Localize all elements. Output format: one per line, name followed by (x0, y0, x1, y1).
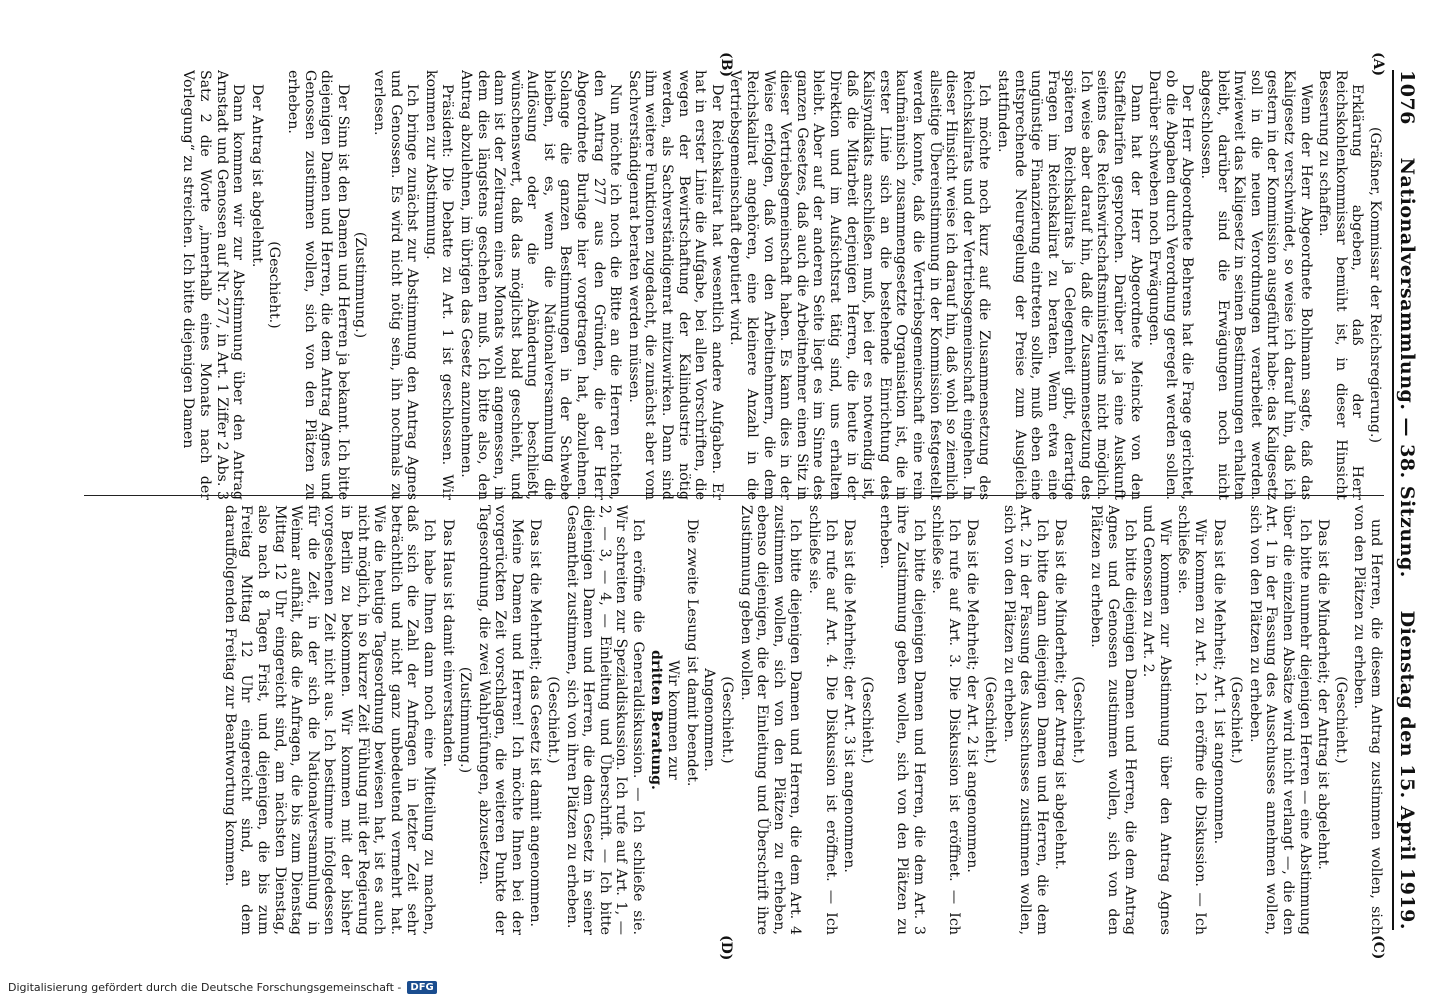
margin-mark-a: (A) (1370, 52, 1386, 77)
paragraph: Wenn der Herr Abgeordnete Bohlmann sagte, daß das Kaligesetz verschwindet, so weise ich darauf hin, daß ich gestern in der Kommission ausgeführt habe: das Kaligesetz soll in die neuen Verordnungen verarbeitet werden. Inwieweit das Kaligesetz in seinen Bestimmungen erhalten bleibt, darüber sind die Erwägungen noch nicht abgeschlossen. (1198, 70, 1314, 500)
paragraph: Der Antrag ist abgelehnt. (248, 84, 265, 268)
paragraph: Die zweite Lesung ist damit beendet. (683, 519, 700, 787)
paragraph: und Herren, die diesem Antrag zustimmen wollen, sich von den Plätzen zu erheben. (1351, 505, 1384, 935)
paragraph: Ich bringe zunächst zur Abstimmung den Antrag Agnes und Genossen. Es wird nicht nötig sein, ihn nochmals zu verlesen. (370, 70, 421, 500)
right-column (64, 505, 1384, 935)
paragraph: Das ist die Mehrheit; der Art. 3 ist angenommen. (841, 519, 858, 873)
paragraph: Das ist die Minderheit; der Antrag ist abgelehnt. (1315, 519, 1332, 870)
paragraph: Das ist die Minderheit; der Antrag ist abgelehnt. (1052, 519, 1069, 870)
paragraph: Ich bitte diejenigen Damen und Herren, die dem Antrag Agnes und Genossen zustimmen wollen, sich von den Plätzen zu erheben. (1088, 505, 1138, 935)
paragraph: Wir kommen zur Abstimmung über den Antrag Agnes und Genossen zu Art. 2. (1140, 505, 1173, 935)
paragraph: (Geschieht.) (1069, 676, 1086, 764)
paragraph: Der Reichskalirat hat wesentlich andere Aufgaben. Er hat in erster Linie die Aufgabe, bei allen Vorschriften, die wegen der Bewirtschaftung der Kaliindustrie nötig werden, als Sachverständigenrat mitzuwirken. Dann sind ihm weitere Funktionen zugedacht, die zunächst aber vom Sachverständigenrat beraten werden müssen. (625, 70, 725, 500)
header-rule (1392, 70, 1394, 930)
paragraph: Wir kommen zu Art. 2. Ich eröffne die Diskussion. — Ich schließe sie. (1175, 505, 1209, 935)
paragraph: Wir kommen zur (665, 660, 682, 780)
paragraph: Präsident: Die Debatte zu Art. 1 ist geschlossen. Wir kommen zur Abstimmung. (422, 70, 456, 500)
paragraph: Dann kommen wir zur Abstimmung über den Antrag Arnstadt und Genossen auf Nr. 277, in Art. 1 Ziffer 2 Abs. 3 Satz 2 die Worte „innerhalb eines Monats nach der Vorlegung“ zu streichen. Ich bitte diejenigen Damen (180, 70, 247, 500)
paragraph: (Geschieht.) (545, 676, 562, 764)
paragraph: (Geschieht.) (1228, 676, 1245, 764)
dfg-logo-icon: DFG (407, 981, 436, 994)
paragraph: Dann hat der Herr Abgeordnete Meincke von den Staffeltarifen gesprochen. Darüber ist ja eine Auskunft seitens des Reichswirtschaftsministeriums nicht möglich. Ich weise aber darauf hin, daß die Zusammensetzung des späteren Reichskalirats ja Gelegenheit gibt, derartige Fragen im Reichskalirat zu beraten. Wenn etwa eine ungünstige Finanzierung eintreten sollte, muß eben eine entsprechende Neuregelung der Preise zum Ausgleich stattfinden. (994, 70, 1144, 500)
paragraph: Erklärung abgeben, daß der Herr Reichskohlenkommissar bemüht ist, in dieser Hinsicht Besserung zu schaffen. (1316, 70, 1366, 500)
paragraph: Ich möchte noch kurz auf die Zusammensetzung des Reichskalirats und der Vertriebsgemeinschaft eingehen. In dieser Hinsicht weise ich darauf hin, daß wohl so ziemlich allseitige Übereinstimmung in der Kommission festgestellt werden konnte, daß die Vertriebsgemeinschaft eine rein kaufmännisch zusammengesetzte Organisation ist, die in erster Linie sich an die bestehende Einrichtung des Kalisyndikats anschließen muß, bei der es notwendig ist, daß die Mitarbeit derjenigen Herren, die heute in der Direktion und im Aufsichtsrat tätig sind, uns erhalten bleibt. Aber auf der anderen Seite liegt es im Sinne des ganzen Gesetzes, daß auch die Arbeitnehmer einen Sitz in dieser Vertriebsgemeinschaft haben. Es kann dies in der Weise erfolgen, daß von den Arbeitnehmern, die dem Reichskalirat angehören, eine kleinere Anzahl in die Vertriebsgemeinschaft deputiert wird. (727, 70, 993, 500)
paragraph: Ich eröffne die Generaldiskussion. — Ich schließe sie. Wir schreiten zur Spezialdiskussion. Ich rufe auf Art. 1, — 2, — 3, — 4, — Einleitung und Überschrift. — Ich bitte diejenigen Damen und Herren, die dem Gesetz in seiner Gesamtheit zustimmen, sich von ihren Plätzen zu erheben. (563, 505, 647, 935)
margin-mark-b: (B) (718, 52, 734, 78)
paragraph: Nun möchte ich noch die Bitte an die Herren richten, den Antrag 277 aus den Gründen, die der Herr Abgeordnete Burlage hier vorgetragen hat, abzulehnen. Solange die ganzen Bestimmungen in der Schwebe bleiben, ist es, wenn die Nationalversammlung die Auflösung oder die Abänderung beschließt, wünschenswert, daß das möglichst bald geschieht, und dann ist der Zeitraum eines Monats wohl angemessen, in dem dies längstens geschehen muß. Ich bitte also, den Antrag abzulehnen, im übrigen das Gesetz anzunehmen. (457, 70, 624, 500)
paragraph: (Geschieht.) (981, 676, 998, 764)
paragraph: (Zustimmung.) (457, 666, 474, 774)
paragraph: Das ist die Mehrheit; das Gesetz ist damit angenommen. (527, 519, 544, 927)
paragraph: Ich habe Ihnen dann noch eine Mitteilung zu machen, daß sich die Zahl der Anfragen in letzter Zeit sehr beträchtlich und nicht ganz unbedeutend vermehrt hat. Wie die heutige Tagesordnung bewiesen hat, ist es auch nicht möglich, in so kurzer Zeit Fühlung mit der Regierung in Berlin zu bekommen. Wir kommen mit der bisher vorgesehenen Zeit nicht aus. Ich bestimme infolgedessen für die Zeit, in der sich die Nationalversammlung in Weimar aufhält, daß die Anfragen, die bis zum Dienstag Mittag 12 Uhr eingereicht sind, am nächsten Dienstag, also nach 8 Tagen Frist, und diejenigen, die bis zum Freitag Mittag 12 Uhr eingereicht sind, an dem darauffolgenden Freitag zur Beantwortung kommen. (221, 505, 437, 935)
paragraph: (Geschieht.) (1332, 676, 1349, 764)
paragraph: (Gräßner, Kommissar der Reichsregierung.) (1367, 126, 1383, 443)
paragraph: Ich bitte diejenigen Damen und Herren, die dem Art. 3 ihre Zustimmung geben wollen, sich von den Plätzen zu erheben. (877, 505, 927, 935)
left-column (64, 70, 1384, 500)
paragraph: Ich rufe auf Art. 4. Die Diskussion ist eröffnet. — Ich schließe sie. (806, 505, 839, 935)
paragraph: Angenommen. (701, 668, 718, 772)
margin-mark-d: (D) (718, 935, 734, 961)
footer (8, 981, 437, 994)
page-title: Nationalversammlung. — 38. Sitzung. (1396, 157, 1418, 578)
page-header (1392, 70, 1422, 930)
paragraph: Ich rufe auf Art. 3. Die Diskussion ist eröffnet. — Ich schließe sie. (929, 505, 962, 935)
paragraph: (Geschieht.) (266, 241, 283, 329)
margin-mark-c: (C) (1370, 935, 1386, 960)
column-divider (84, 495, 1384, 496)
paragraph: Das Haus ist damit einverstanden. (439, 519, 456, 768)
paragraph: Ich bitte nunmehr diejenigen Herren — eine Abstimmung über die einzelnen Absätze wird nicht verlangt —, die den Art. 1 in der Fassung des Ausschusses annehmen wollen, sich von den Plätzen zu erheben. (1246, 505, 1313, 935)
paragraph: Ich bitte diejenigen Damen und Herren, die dem Art. 4 zustimmen wollen, sich von den Plätzen zu erheben, ebenso diejenigen, die der Einleitung und Überschrift ihre Zustimmung geben wollen. (737, 505, 804, 935)
paragraph: Der Herr Abgeordnete Behrens hat die Frage gerichtet, ob die Abgaben durch Verordnung geregelt werden sollen. Darüber schweben noch Erwägungen. (1146, 70, 1196, 500)
paragraph: Meine Damen und Herren! Ich möchte Ihnen bei der vorgerückten Zeit vorschlagen, die weiteren Punkte der Tagesordnung, die zwei Wahlprüfungen, abzusetzen. (475, 505, 525, 935)
paragraph: (Geschieht.) (858, 676, 875, 764)
page-date: Dienstag den 15. April 1919. (1396, 610, 1418, 930)
footer-text: Digitalisierung gefördert durch die Deutsche Forschungsgemeinschaft - (8, 981, 402, 994)
paragraph: Das ist die Mehrheit; Art. 1 ist angenommen. (1210, 519, 1227, 845)
paragraph: Das ist die Mehrheit; der Art. 2 ist angenommen. (964, 519, 981, 873)
page-number: 1076 (1396, 70, 1418, 125)
paragraph: Der Sinn ist den Damen und Herren ja bekannt. Ich bitte diejenigen Damen und Herren, die dem Antrag Agnes und Genossen zustimmen wollen, sich von den Plätzen zu erheben. (285, 70, 351, 500)
paragraph: (Geschieht.) (719, 676, 736, 764)
paragraph: dritten Beratung. (647, 650, 664, 790)
paragraph: (Zustimmung.) (352, 231, 369, 339)
paragraph: Ich bitte dann diejenigen Damen und Herren, die dem Art. 2 in der Fassung des Ausschusses zustimmen wollen, sich von den Plätzen zu erheben. (1000, 505, 1050, 935)
